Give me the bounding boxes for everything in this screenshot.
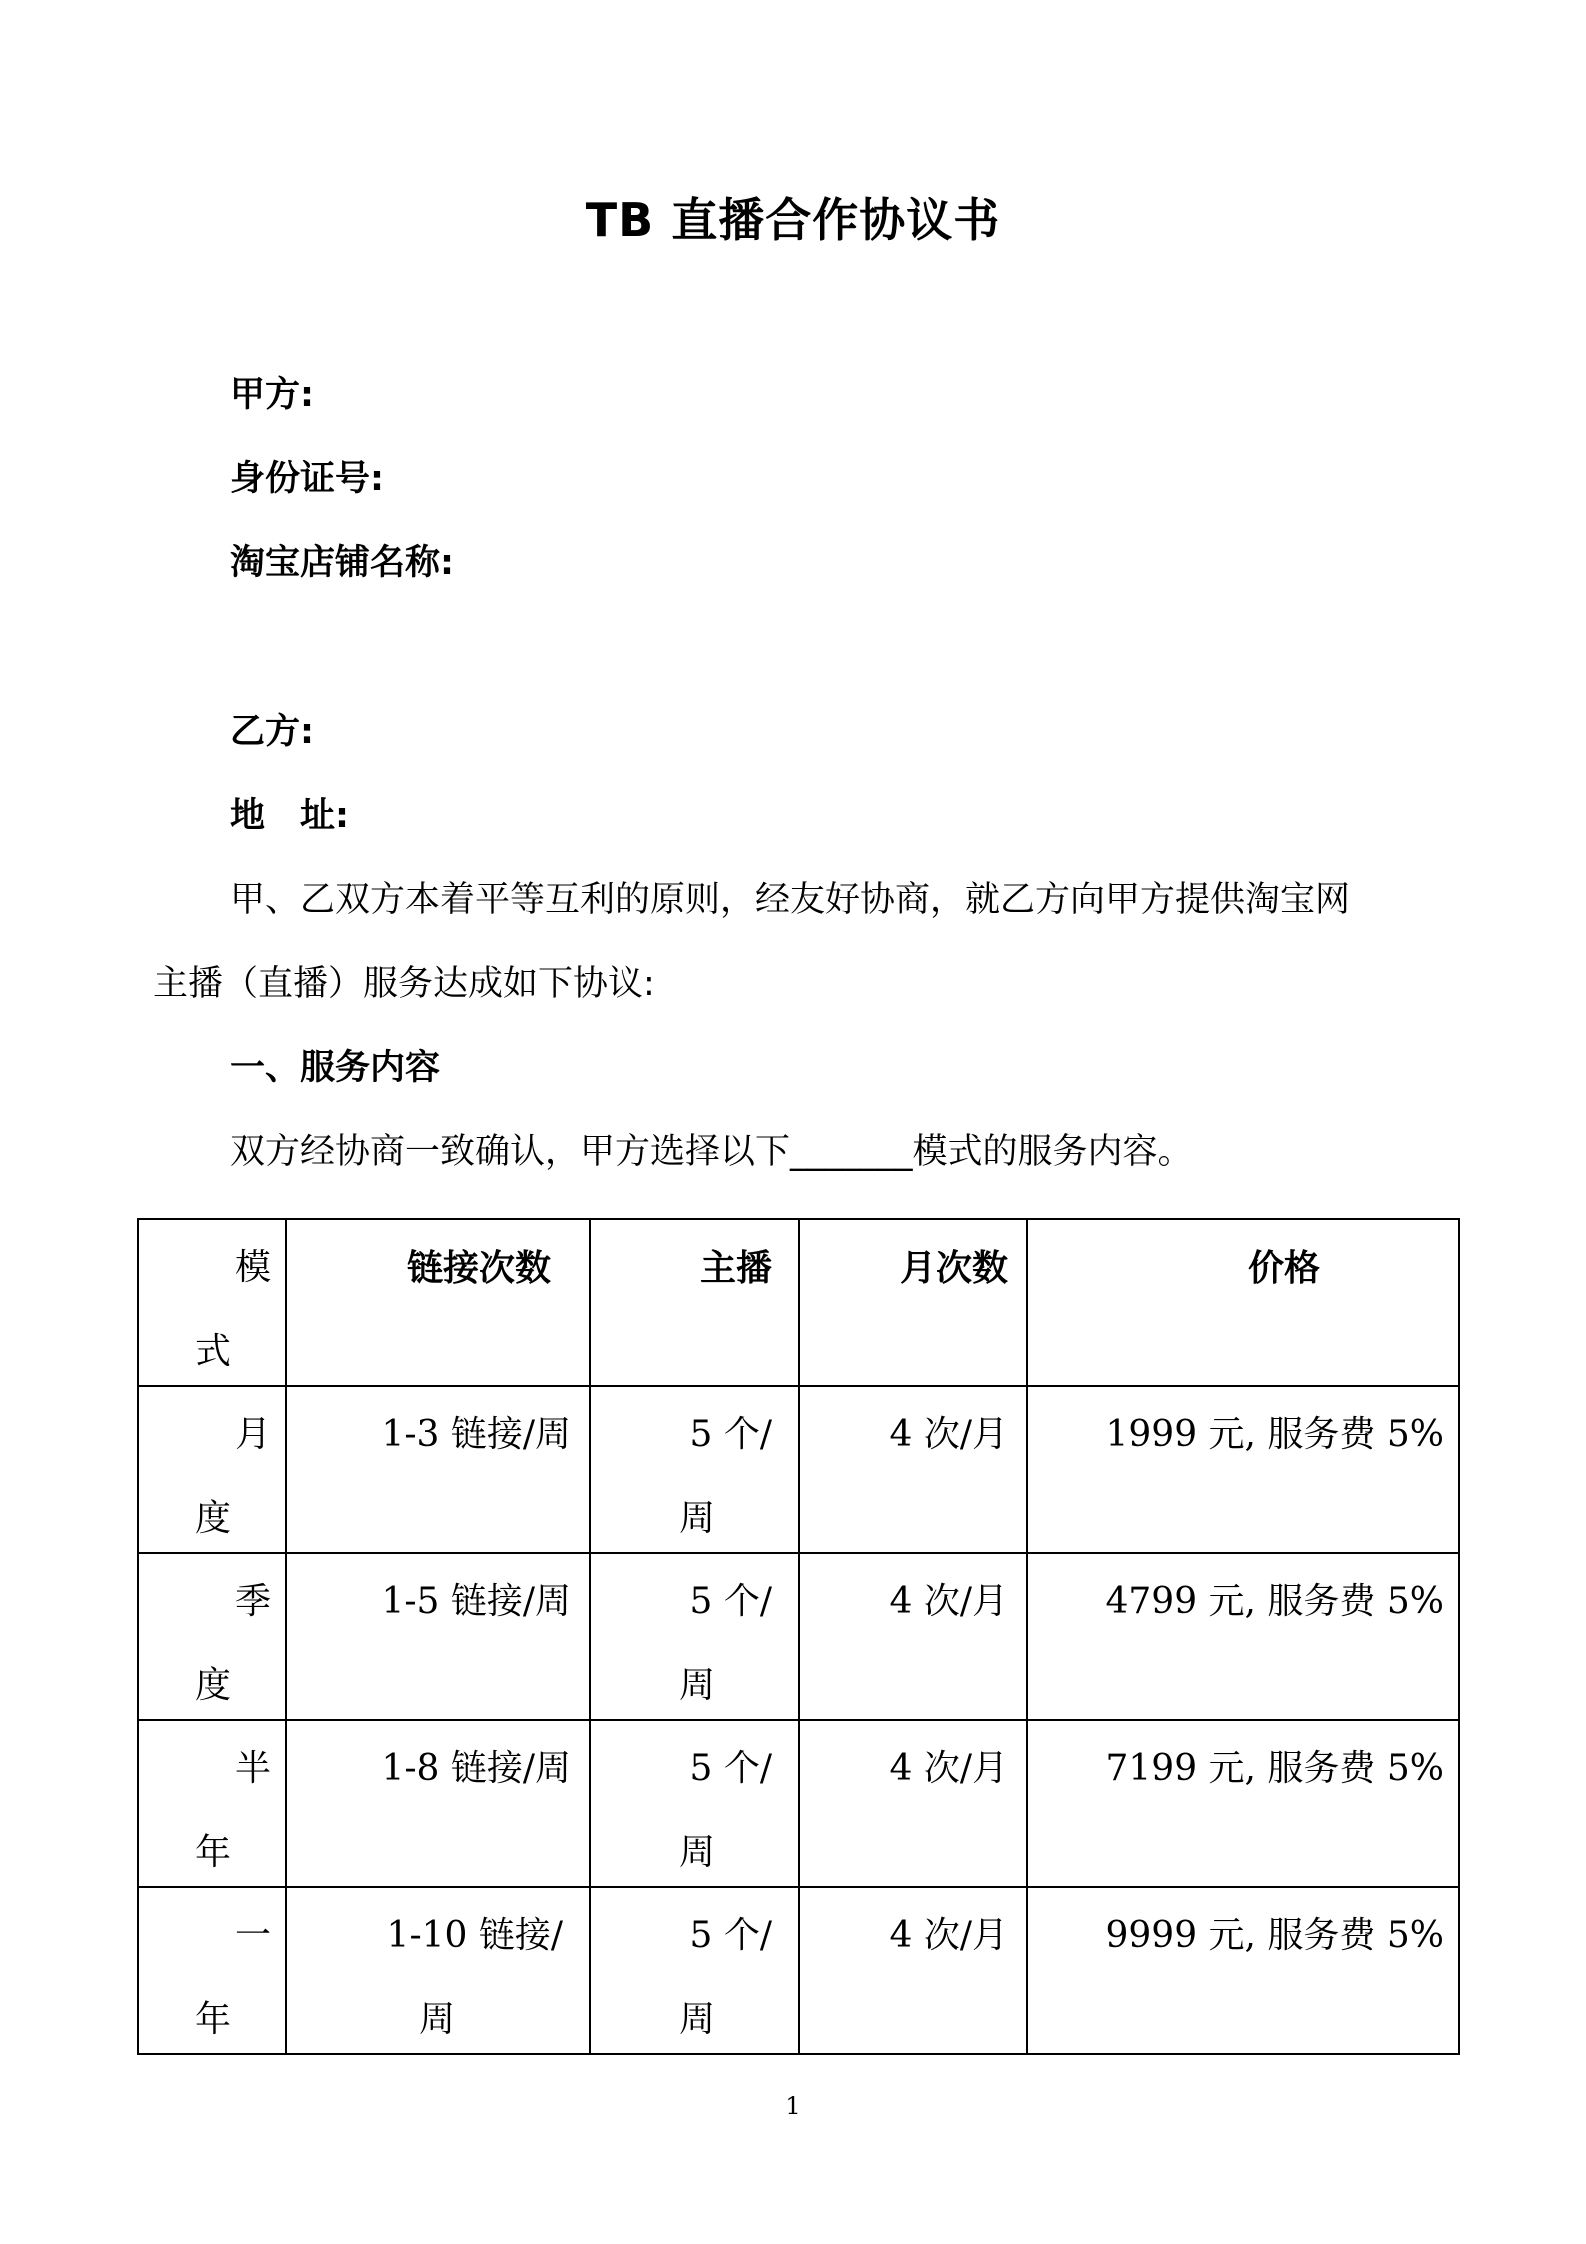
- intro-line-2: 主播（直播）服务达成如下协议:: [153, 964, 655, 1004]
- row-1-anchor-1: 5 个/: [689, 1414, 772, 1455]
- header-anchor: 主播: [699, 1247, 772, 1289]
- table-row: [138, 1720, 1459, 1887]
- row-2-price: 4799 元, 服务费 5%: [1105, 1581, 1444, 1622]
- row-2-links: 1-5 链接/周: [381, 1581, 571, 1622]
- row-1-price: 1999 元, 服务费 5%: [1105, 1414, 1444, 1455]
- row-3-monthly: 4 次/月: [889, 1748, 1008, 1789]
- party-a-label: 甲方:: [230, 375, 314, 415]
- table-header-row: [138, 1219, 1459, 1386]
- row-1-links: 1-3 链接/周: [381, 1414, 571, 1455]
- header-mode-cell: [138, 1219, 286, 1386]
- row-4-links-2: 周: [419, 1999, 456, 2040]
- row-2-mode-2: 度: [195, 1665, 232, 1706]
- header-mode-1: 模: [234, 1247, 271, 1288]
- intro-line-1: 甲、乙双方本着平等互利的原则，经友好协商，就乙方向甲方提供淘宝网: [230, 880, 1351, 920]
- row-4-anchor-2: 周: [679, 1999, 716, 2040]
- table-row: [138, 1553, 1459, 1720]
- row-4-mode-1: 一: [234, 1915, 271, 1956]
- table-row: [138, 1386, 1459, 1553]
- row-2-mode-1: 季: [234, 1581, 271, 1622]
- row-4-links-1: 1-10 链接/: [386, 1915, 563, 1956]
- table-row: [138, 1887, 1459, 2054]
- row-1-mode-2: 度: [195, 1498, 232, 1539]
- page-number: 1: [785, 2092, 801, 2120]
- row-3-links: 1-8 链接/周: [381, 1748, 571, 1789]
- row-3-mode-1: 半: [234, 1748, 271, 1789]
- row-2-monthly: 4 次/月: [889, 1581, 1008, 1622]
- row-3-anchor-2: 周: [679, 1832, 716, 1873]
- row-4-price: 9999 元, 服务费 5%: [1105, 1915, 1444, 1956]
- header-monthly-cell: [799, 1219, 1027, 1386]
- row-1-mode-1: 月: [234, 1414, 271, 1455]
- row-4-monthly: 4 次/月: [889, 1915, 1008, 1956]
- header-anchor-cell: [590, 1219, 799, 1386]
- shop-name-label: 淘宝店铺名称:: [230, 543, 454, 583]
- row-1-monthly: 4 次/月: [889, 1414, 1008, 1455]
- row-3-anchor-1: 5 个/: [689, 1748, 772, 1789]
- row-1-anchor-2: 周: [679, 1498, 716, 1539]
- row-3-mode-2: 年: [195, 1832, 232, 1873]
- header-mode-2: 式: [195, 1331, 232, 1372]
- row-4-anchor-1: 5 个/: [689, 1915, 772, 1956]
- section-1-heading: 一、服务内容: [230, 1048, 441, 1088]
- row-2-anchor-2: 周: [679, 1665, 716, 1706]
- id-number-label: 身份证号:: [230, 459, 384, 499]
- row-3-price: 7199 元, 服务费 5%: [1105, 1748, 1444, 1789]
- header-price: 价格: [1247, 1247, 1320, 1289]
- header-links: 链接次数: [406, 1247, 551, 1289]
- service-table: [137, 1218, 1460, 2055]
- address-label: 地 址:: [230, 796, 349, 836]
- row-4-mode-2: 年: [195, 1999, 232, 2040]
- section-1-text: 双方经协商一致确认，甲方选择以下_______模式的服务内容。: [230, 1132, 1193, 1172]
- header-monthly: 月次数: [899, 1247, 1008, 1289]
- header-links-cell: [286, 1219, 590, 1386]
- document-title: TB 直播合作协议书: [585, 193, 1001, 247]
- header-price-cell: [1027, 1219, 1459, 1386]
- party-b-label: 乙方:: [230, 712, 314, 752]
- row-2-anchor-1: 5 个/: [689, 1581, 772, 1622]
